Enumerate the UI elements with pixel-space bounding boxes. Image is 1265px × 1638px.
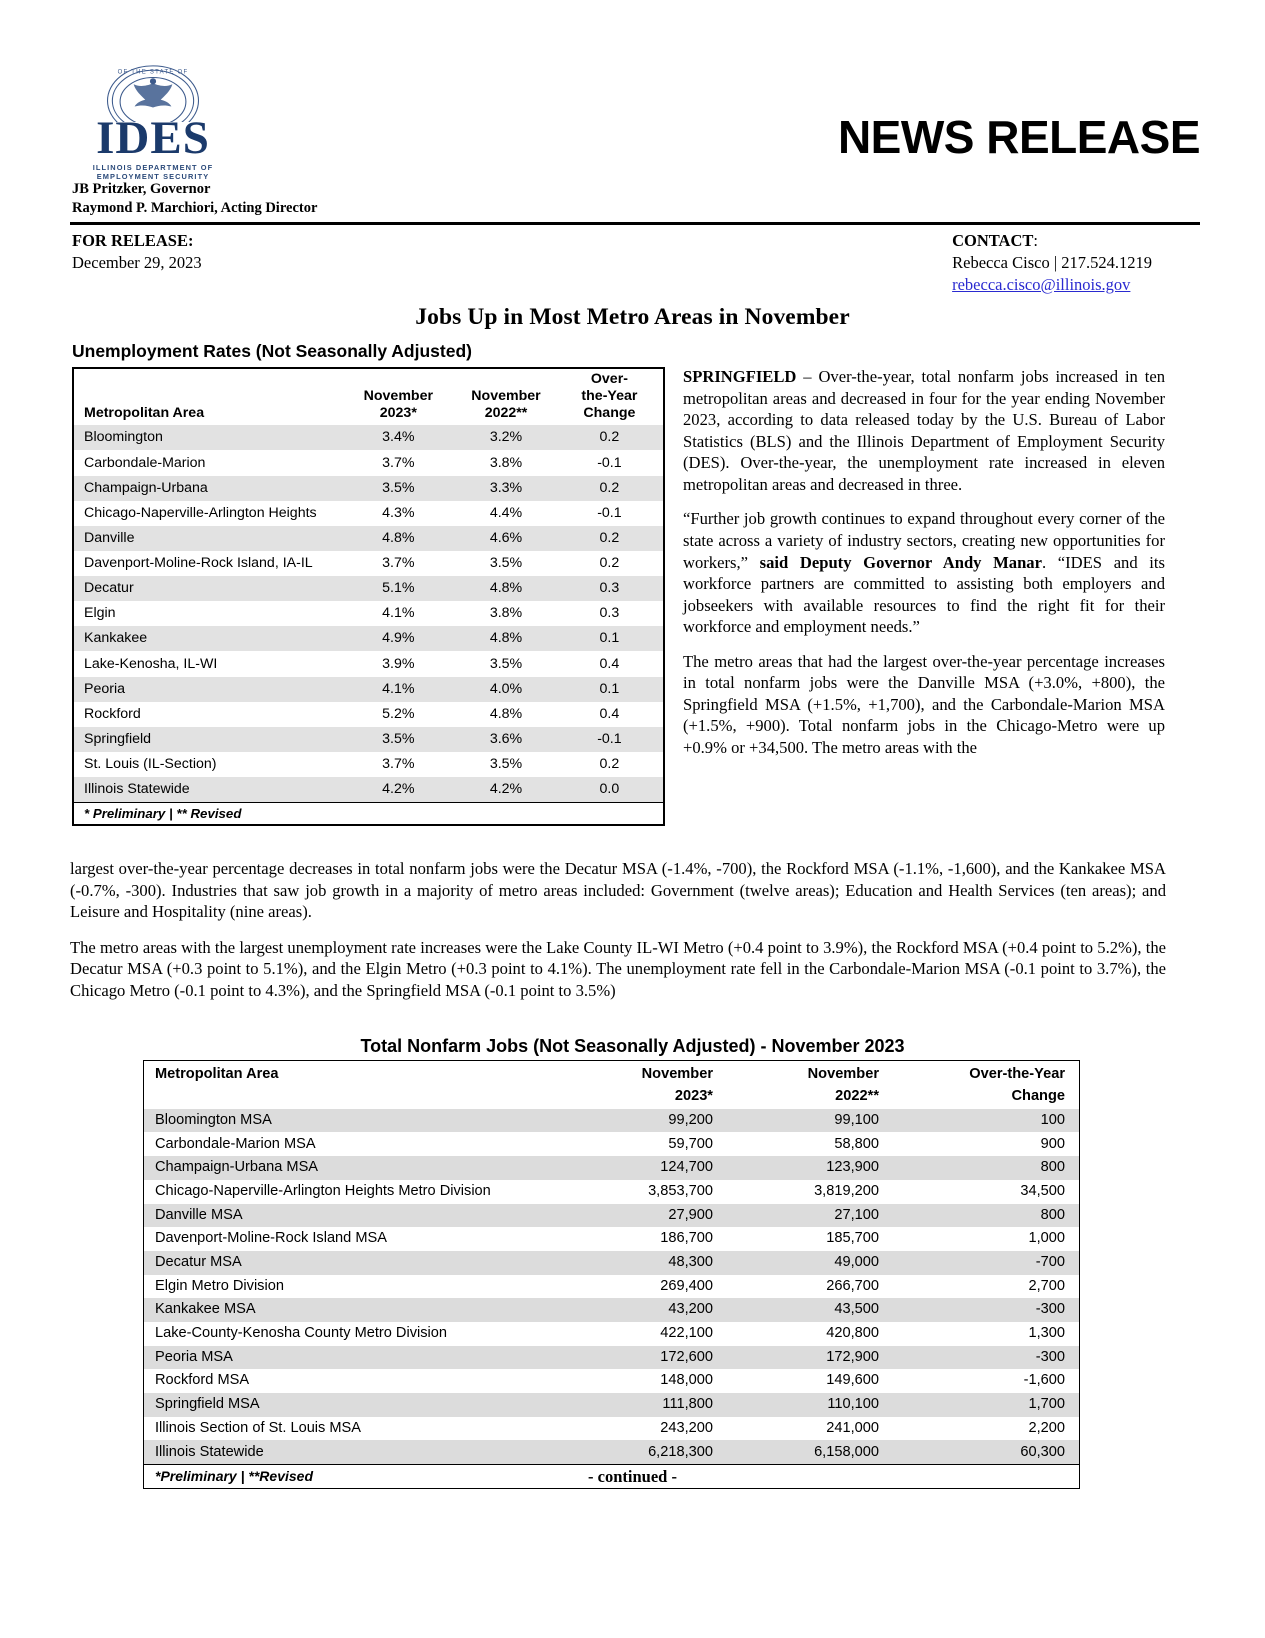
table-row xyxy=(144,1109,1079,1133)
cell-over-the-year-change: 0.3 xyxy=(599,605,620,622)
cell-november-2023: 6,218,300 xyxy=(555,1440,721,1464)
table-row xyxy=(74,526,663,551)
contact-label-line xyxy=(952,230,1152,252)
unemployment-table-container xyxy=(72,367,665,826)
header-november-2023-line1: November xyxy=(363,387,434,404)
cell-november-2022: 4.8% xyxy=(452,626,560,651)
cell-metropolitan-area: Decatur xyxy=(74,576,344,601)
cell-november-2023: 422,100 xyxy=(660,1325,713,1342)
cell-over-the-year-change: -1,600 xyxy=(1023,1372,1065,1389)
cell-november-2022: 241,000 xyxy=(826,1419,879,1436)
header-november-2022-line2: 2022** xyxy=(835,1087,879,1104)
cell-november-2023: 4.2% xyxy=(344,777,452,802)
cell-november-2023: 3.9% xyxy=(382,655,415,672)
nonfarm-table-footnote: *Preliminary | **Revised xyxy=(144,1464,1079,1488)
table-row xyxy=(74,601,663,626)
header-november-2022-line1: November xyxy=(471,387,541,404)
paragraph-largest-increases: The metro areas that had the largest over-the-year percentage increases in total nonfarm jobs were the Danville MSA (+3.0%, +800), the Springfield MSA (+1.5%, +1,700), and the Carbondale-Marion MSA (+1.5%, +900). Total nonfarm jobs in the Chicago-Metro were up +0.9% or +34,500. The metro areas with the xyxy=(683,651,1165,757)
header-november-2023-line2: 2023* xyxy=(379,404,417,421)
cell-november-2023: 172,600 xyxy=(555,1346,721,1370)
for-release-label: FOR RELEASE: xyxy=(72,231,194,250)
paragraph-unemployment-changes: The metro areas with the largest unemployment rate increases were the Lake County IL-WI Metro (+0.4 point to 3.9%), the Rockford MSA (+0.4 point to 5.2%), the Decatur MSA (+0.3 point to 5.1%), and the Elgin Metro (+0.3 point to 4.1%). The unemployment rate fell in the Carbondale-Marion MSA (-0.1 point to 3.7%), the Chicago Metro (-0.1 point to 4.3%), and the Springfield MSA (-0.1 point to 3.5%) xyxy=(70,937,1166,1000)
ides-wordmark: IDES xyxy=(96,112,210,164)
cell-over-the-year-change: -0.1 xyxy=(560,727,663,752)
nonfarm-jobs-table xyxy=(144,1061,1079,1464)
cell-november-2022: 3.3% xyxy=(452,476,560,501)
cell-over-the-year-change: 900 xyxy=(1040,1135,1065,1152)
cell-november-2023: 4.9% xyxy=(344,626,452,651)
cell-over-the-year-change: 100 xyxy=(887,1109,1079,1133)
table-row xyxy=(74,576,663,601)
cell-november-2022: 3.5% xyxy=(489,555,523,572)
cell-november-2022: 3.6% xyxy=(452,727,560,752)
cell-november-2022: 3.5% xyxy=(489,756,523,773)
unemployment-table-body xyxy=(74,425,663,802)
article-right-column xyxy=(683,366,1165,772)
cell-november-2023: 3.7% xyxy=(382,555,415,572)
cell-over-the-year-change: 0.0 xyxy=(560,777,663,802)
cell-november-2022: 43,500 xyxy=(721,1298,887,1322)
cell-over-the-year-change: 0.1 xyxy=(560,626,663,651)
cell-november-2022: 110,100 xyxy=(721,1393,887,1417)
cell-over-the-year-change: -300 xyxy=(887,1298,1079,1322)
cell-metropolitan-area: Rockford MSA xyxy=(155,1372,250,1389)
cell-november-2022: 172,900 xyxy=(721,1346,887,1370)
cell-november-2023: 99,200 xyxy=(555,1109,721,1133)
paragraph-quote-manar xyxy=(683,508,1165,637)
table-row xyxy=(74,777,663,802)
table-row xyxy=(144,1132,1079,1156)
contact-label: CONTACT xyxy=(952,231,1034,250)
cell-november-2022: 3,819,200 xyxy=(814,1182,879,1199)
cell-november-2023: 148,000 xyxy=(660,1372,713,1389)
cell-over-the-year-change: 2,200 xyxy=(1028,1419,1065,1436)
header-over-the-year-change xyxy=(887,1061,1079,1109)
cell-november-2022: 123,900 xyxy=(721,1156,887,1180)
nonfarm-table-head xyxy=(144,1061,1079,1109)
cell-metropolitan-area: Illinois Statewide xyxy=(144,1440,555,1464)
unemployment-rates-table xyxy=(74,369,663,802)
officials-block xyxy=(72,180,317,217)
cell-november-2022: 4.2% xyxy=(452,777,560,802)
header-november-2022-line2: 2022** xyxy=(484,404,528,421)
paragraph-springfield-lead xyxy=(683,366,1165,495)
header-change-line2: the-Year xyxy=(581,387,638,404)
table-row xyxy=(144,1369,1079,1393)
cell-november-2023: 27,900 xyxy=(555,1204,721,1228)
cell-metropolitan-area: Lake-County-Kenosha County Metro Division xyxy=(155,1325,448,1342)
cell-metropolitan-area: Davenport-Moline-Rock Island MSA xyxy=(155,1230,387,1247)
cell-over-the-year-change: 0.4 xyxy=(599,705,620,722)
cell-november-2023: 43,200 xyxy=(555,1298,721,1322)
cell-metropolitan-area: Springfield xyxy=(74,727,344,752)
cell-metropolitan-area: Kankakee MSA xyxy=(144,1298,555,1322)
header-november-2022-line1: November xyxy=(807,1066,879,1082)
cell-over-the-year-change: -700 xyxy=(887,1251,1079,1275)
cell-november-2023: 111,800 xyxy=(555,1393,721,1417)
table-row xyxy=(144,1156,1079,1180)
cell-over-the-year-change: 1,300 xyxy=(1028,1325,1065,1342)
ides-logo-subtitle-line1: ILLINOIS DEPARTMENT OF xyxy=(92,162,214,172)
table-row xyxy=(144,1227,1079,1251)
cell-november-2023: 59,700 xyxy=(668,1135,713,1152)
cell-november-2023: 48,300 xyxy=(555,1251,721,1275)
cell-metropolitan-area: Illinois Statewide xyxy=(74,777,344,802)
cell-metropolitan-area: Peoria xyxy=(74,677,344,702)
table-row xyxy=(74,626,663,651)
cell-over-the-year-change: 800 xyxy=(887,1156,1079,1180)
cell-over-the-year-change: -300 xyxy=(887,1346,1079,1370)
table-row xyxy=(144,1417,1079,1441)
cell-over-the-year-change: 60,300 xyxy=(887,1440,1079,1464)
page-title: Jobs Up in Most Metro Areas in November xyxy=(415,304,850,330)
table-row xyxy=(144,1322,1079,1346)
cell-november-2022: 49,000 xyxy=(721,1251,887,1275)
table-row xyxy=(144,1393,1079,1417)
contact-email-link[interactable]: rebecca.cisco@illinois.gov xyxy=(952,274,1131,294)
cell-november-2022: 4.6% xyxy=(452,526,560,551)
ides-logo-subtitle xyxy=(78,163,228,182)
governor-name: JB Pritzker, Governor xyxy=(72,181,211,197)
director-name: Raymond P. Marchiori, Acting Director xyxy=(72,199,318,216)
cell-over-the-year-change: 1,700 xyxy=(887,1393,1079,1417)
cell-november-2023: 3.7% xyxy=(382,756,415,773)
cell-over-the-year-change: -0.1 xyxy=(597,454,622,471)
cell-over-the-year-change: 0.4 xyxy=(599,655,620,672)
table-row xyxy=(74,651,663,676)
header-november-2022 xyxy=(721,1061,887,1109)
cell-november-2023: 3.7% xyxy=(382,454,415,471)
header-change-line3: Change xyxy=(583,404,636,421)
cell-metropolitan-area: Bloomington xyxy=(74,425,344,450)
header-november-2023 xyxy=(555,1061,721,1109)
header-november-2023-line2: 2023* xyxy=(674,1087,713,1104)
header-metropolitan-area: Metropolitan Area xyxy=(84,404,205,421)
table-header-row xyxy=(144,1061,1079,1109)
cell-metropolitan-area: Chicago-Naperville-Arlington Heights xyxy=(84,504,317,521)
header-over-the-year-change xyxy=(560,369,663,425)
table-row xyxy=(74,727,663,752)
cell-november-2023: 243,200 xyxy=(660,1419,713,1436)
header-change-line1: Over-the-Year xyxy=(969,1066,1065,1082)
table-header-row xyxy=(74,369,663,425)
cell-november-2022: 185,700 xyxy=(826,1230,879,1247)
cell-metropolitan-area: Kankakee xyxy=(74,626,344,651)
header-november-2023 xyxy=(344,369,452,425)
cell-november-2022: 3.8% xyxy=(489,454,523,471)
cell-november-2022: 3.2% xyxy=(452,425,560,450)
cell-metropolitan-area: St. Louis (IL-Section) xyxy=(84,756,217,773)
table-row xyxy=(74,450,663,475)
cell-metropolitan-area: Davenport-Moline-Rock Island, IA-IL xyxy=(84,555,313,572)
masthead xyxy=(0,0,1265,216)
cell-november-2023: 3.4% xyxy=(344,425,452,450)
header-november-2022 xyxy=(452,369,560,425)
cell-november-2022: 4.0% xyxy=(452,677,560,702)
cell-november-2022: 266,700 xyxy=(826,1277,879,1294)
quote-attribution: said Deputy Governor Andy Manar xyxy=(759,552,1042,572)
cell-over-the-year-change: -0.1 xyxy=(597,504,622,521)
quote-part-2: . “IDES and its workforce partners are committed to assisting both employers and jobseekers with available resources to find the right fit for their workforce and employment needs.” xyxy=(683,552,1165,637)
svg-text:OF THE STATE OF: OF THE STATE OF xyxy=(117,69,189,76)
paragraph-largest-decreases: largest over-the-year percentage decreases in total nonfarm jobs were the Decatur MSA (-1.4%, -700), the Rockford MSA (-1.1%, -1,600), and the Kankakee MSA (-0.7%, -300). Industries that saw job growth in a majority of metro areas included: Government (twelve areas); Education and Health Services (ten areas); and Leisure and Hospitality (nine areas). xyxy=(70,859,1166,922)
cell-over-the-year-change: 0.2 xyxy=(560,476,663,501)
cell-metropolitan-area: Elgin xyxy=(84,605,116,622)
cell-november-2022: 3.8% xyxy=(489,605,523,622)
header-change-line1: Over- xyxy=(590,371,628,387)
table-row xyxy=(74,501,663,526)
cell-november-2023: 4.3% xyxy=(382,504,415,521)
cell-over-the-year-change: 34,500 xyxy=(1020,1182,1065,1199)
cell-november-2023: 3.5% xyxy=(344,727,452,752)
dateline-springfield: SPRINGFIELD xyxy=(683,367,797,386)
nonfarm-table-body xyxy=(144,1109,1079,1464)
unemployment-table-title: Unemployment Rates (Not Seasonally Adjusted) xyxy=(72,341,472,361)
cell-metropolitan-area: Bloomington MSA xyxy=(144,1109,555,1133)
cell-november-2022: 27,100 xyxy=(721,1204,887,1228)
cell-november-2022: 149,600 xyxy=(826,1372,879,1389)
release-date: December 29, 2023 xyxy=(72,253,202,273)
cell-metropolitan-area: Carbondale-Marion xyxy=(84,454,206,471)
cell-over-the-year-change: 0.2 xyxy=(599,555,620,572)
cell-november-2022: 99,100 xyxy=(721,1109,887,1133)
cell-november-2023: 124,700 xyxy=(555,1156,721,1180)
cell-metropolitan-area: Illinois Section of St. Louis MSA xyxy=(155,1419,362,1436)
table-row xyxy=(144,1251,1079,1275)
cell-over-the-year-change: 800 xyxy=(887,1204,1079,1228)
cell-metropolitan-area: Peoria MSA xyxy=(144,1346,555,1370)
cell-metropolitan-area: Champaign-Urbana MSA xyxy=(144,1156,555,1180)
for-release-block xyxy=(72,230,202,275)
cell-november-2022: 420,800 xyxy=(826,1325,879,1342)
header-metropolitan-area: Metropolitan Area xyxy=(155,1066,279,1082)
cell-over-the-year-change: 0.2 xyxy=(560,526,663,551)
cell-metropolitan-area: Champaign-Urbana xyxy=(74,476,344,501)
cell-metropolitan-area: Danville xyxy=(74,526,344,551)
table-row xyxy=(144,1275,1079,1299)
cell-november-2023: 5.2% xyxy=(382,705,415,722)
nonfarm-jobs-table-container xyxy=(143,1060,1080,1489)
table-row xyxy=(74,425,663,450)
table-row xyxy=(74,677,663,702)
paragraph-1-text: – Over-the-year, total nonfarm jobs increased in ten metropolitan areas and decreased in four for the year ending November 2023, according to data released today by the U.S. Bureau of Labor Statistics (BLS) and the Illinois Department of Employment Security (DES). Over-the-year, the unemployment rate increased in eleven metropolitan areas and decreased in three. xyxy=(683,367,1165,494)
cell-over-the-year-change: 1,000 xyxy=(1028,1230,1065,1247)
cell-november-2023: 4.1% xyxy=(382,605,415,622)
cell-november-2022: 4.8% xyxy=(489,705,523,722)
cell-november-2022: 58,800 xyxy=(834,1135,879,1152)
continued-marker: - continued - xyxy=(588,1467,677,1486)
contact-name-phone: Rebecca Cisco | 217.524.1219 xyxy=(952,252,1152,272)
contact-colon: : xyxy=(1033,231,1038,250)
cell-over-the-year-change: 2,700 xyxy=(1028,1277,1065,1294)
table-row xyxy=(144,1180,1079,1204)
cell-november-2023: 3,853,700 xyxy=(648,1182,713,1199)
table-row xyxy=(144,1346,1079,1370)
cell-november-2023: 3.5% xyxy=(344,476,452,501)
header-change-line2: Change xyxy=(1011,1087,1065,1104)
cell-metropolitan-area: Carbondale-Marion MSA xyxy=(155,1135,316,1152)
news-release-title: NEWS RELEASE xyxy=(837,111,1200,163)
cell-november-2022: 6,158,000 xyxy=(721,1440,887,1464)
table-row xyxy=(144,1440,1079,1464)
cell-over-the-year-change: 0.1 xyxy=(560,677,663,702)
contact-block xyxy=(952,230,1152,295)
cell-november-2023: 4.1% xyxy=(344,677,452,702)
cell-november-2022: 3.5% xyxy=(489,655,523,672)
cell-metropolitan-area: Chicago-Naperville-Arlington Heights Metro Division xyxy=(155,1182,491,1199)
cell-november-2023: 186,700 xyxy=(660,1230,713,1247)
cell-metropolitan-area: Rockford xyxy=(84,705,141,722)
header-divider xyxy=(70,222,1200,225)
table-row xyxy=(144,1298,1079,1322)
cell-metropolitan-area: Elgin Metro Division xyxy=(155,1277,284,1294)
unemployment-table-footnote: * Preliminary | ** Revised xyxy=(74,802,663,824)
header-november-2023-line1: November xyxy=(641,1066,713,1082)
quote-part-1: “Further job growth continues to expand throughout every corner of the state across a variety of industry sectors, creating new opportunities for workers,” xyxy=(683,509,1165,572)
cell-november-2022: 4.8% xyxy=(452,576,560,601)
ides-logo-subtitle-line2: EMPLOYMENT SECURITY xyxy=(96,171,210,181)
release-contact-row xyxy=(72,230,1200,300)
table-row xyxy=(74,551,663,576)
nonfarm-jobs-table-title: Total Nonfarm Jobs (Not Seasonally Adjusted) - November 2023 xyxy=(360,1036,905,1056)
cell-metropolitan-area: Decatur MSA xyxy=(144,1251,555,1275)
ides-logo xyxy=(78,62,228,181)
table-row xyxy=(144,1204,1079,1228)
cell-metropolitan-area: Lake-Kenosha, IL-WI xyxy=(84,655,218,672)
cell-metropolitan-area: Springfield MSA xyxy=(144,1393,555,1417)
table-row xyxy=(74,476,663,501)
cell-november-2022: 4.4% xyxy=(489,504,523,521)
cell-november-2023: 4.8% xyxy=(344,526,452,551)
unemployment-table-head xyxy=(74,369,663,425)
cell-over-the-year-change: 0.2 xyxy=(560,425,663,450)
cell-november-2023: 5.1% xyxy=(344,576,452,601)
cell-over-the-year-change: 0.2 xyxy=(599,756,620,773)
cell-over-the-year-change: 0.3 xyxy=(560,576,663,601)
article-full-width xyxy=(70,858,1166,1015)
table-row xyxy=(74,702,663,727)
cell-metropolitan-area: Danville MSA xyxy=(144,1204,555,1228)
table-row xyxy=(74,752,663,777)
cell-november-2023: 269,400 xyxy=(660,1277,713,1294)
